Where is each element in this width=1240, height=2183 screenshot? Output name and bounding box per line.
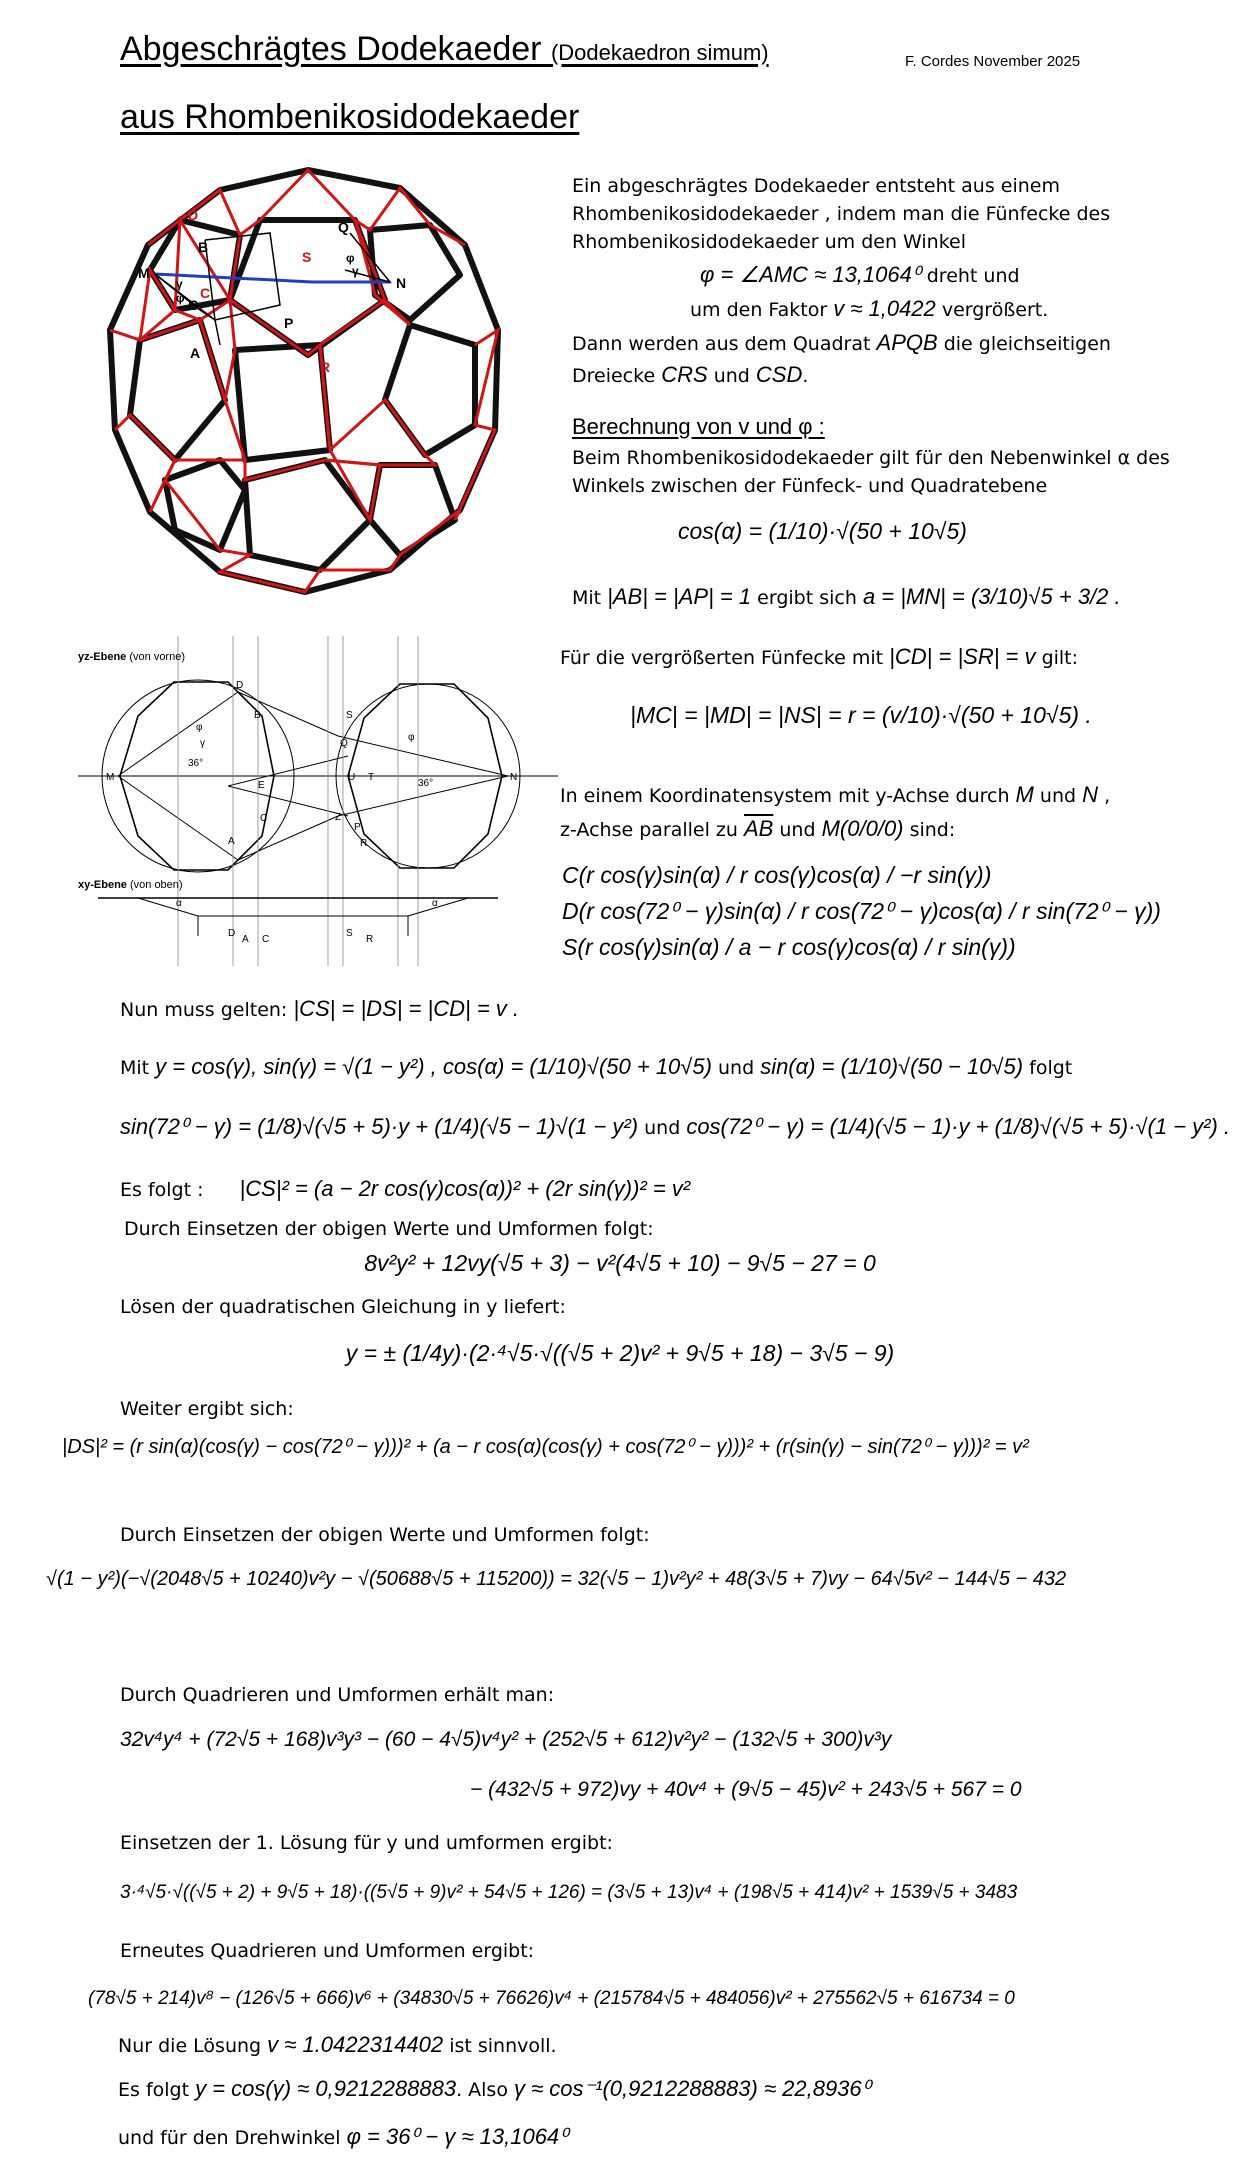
label-P: P: [284, 315, 294, 331]
calc-paragraph: Beim Rhombenikosidodekaeder gilt für den Nebenwinkel α des Winkels zwischen der Fünfeck- und Quadratebene: [572, 447, 1170, 497]
triangles-period: .: [802, 365, 809, 387]
triangle-crs: CRS: [661, 362, 708, 387]
coords-M: M: [1015, 782, 1034, 807]
f2-S2: S: [346, 928, 353, 939]
with-formula: y = cos(γ), sin(γ) = √(1 − y²) , cos(α) = (1/10)√(50 + 10√5): [155, 1054, 712, 1079]
square-text: Dann werden aus dem Quadrat: [572, 333, 871, 355]
f2-C: C: [260, 813, 268, 824]
with-formula2: sin(α) = (1/10)√(50 − 10√5): [760, 1054, 1024, 1079]
further-label: Weiter ergibt sich:: [120, 1398, 294, 1420]
coords-text2: z-Achse parallel zu: [560, 819, 738, 841]
title-paren: (Dodekaedron simum): [550, 40, 769, 65]
label-B: B: [198, 239, 209, 255]
pentagon-formula: |CD| = |SR| = v: [889, 644, 1036, 669]
coords-and2: und: [779, 819, 816, 841]
f2-36b: 36°: [418, 778, 434, 789]
only-formula: v ≈ 1.0422314402: [267, 2032, 444, 2057]
point-D: D(r cos(72⁰ − γ)sin(α) / r cos(72⁰ − γ)cos(α) / r sin(72⁰ − γ)): [562, 898, 1161, 924]
label-S: S: [302, 249, 312, 265]
author-date: F. Cordes November 2025: [905, 53, 1081, 70]
f2-alpha2: α: [432, 898, 438, 909]
f2-phi: φ: [196, 722, 203, 733]
triangles-and: und: [713, 365, 750, 387]
label-G: G: [188, 297, 199, 313]
gamma-formula: γ ≈ cos⁻¹(0,9212288883) ≈ 22,8936⁰: [514, 2076, 871, 2101]
r-formula: |MC| = |MD| = |NS| = r = (v/10)·√(50 + 10√5) .: [630, 702, 1092, 728]
label-N: N: [396, 275, 407, 291]
f2-S: S: [346, 710, 353, 721]
coords-line2: [560, 816, 955, 842]
solve-label: Lösen der quadratischen Gleichung in y liefert:: [120, 1296, 566, 1318]
page-title: [120, 30, 769, 69]
y-value-line: [118, 2076, 870, 2102]
polyhedron-outline: [110, 170, 498, 592]
yz-label: [78, 651, 185, 663]
with-follows: folgt: [1029, 1057, 1073, 1079]
coords-sind: sind:: [909, 819, 956, 841]
with-line: [120, 1054, 1072, 1080]
f2-E: E: [258, 780, 265, 791]
f2-P: P: [354, 822, 361, 833]
f2-U: U: [348, 772, 356, 783]
eq4: 3·⁴√5·√((√5 + 2) + 9√5 + 18)·((5√5 + 9)v² + 54√5 + 126) = (3√5 + 13)v⁴ + (198√5 + 414)v² + 1539√5 + 3483: [120, 1882, 1018, 1903]
label-Q: Q: [338, 219, 349, 235]
yz-label-paren: (von vorne): [129, 651, 185, 663]
eq5: (78√5 + 214)v⁸ − (126√5 + 666)v⁶ + (34830√5 + 76626)v⁴ + (215784√5 + 484056)v² + 275562√5 + 616734 = 0: [88, 1988, 1015, 2009]
subst1-label: Durch Einsetzen der obigen Werte und Umformen folgt:: [124, 1218, 654, 1240]
coords-line1: [560, 782, 1110, 808]
point-C: C(r cos(γ)sin(α) / r cos(γ)cos(α) / −r sin(γ)): [562, 862, 992, 888]
label-A: A: [190, 345, 201, 361]
point-S: S(r cos(γ)sin(α) / a − r cos(γ)cos(α) / r sin(γ)): [562, 934, 1016, 960]
label-gamma2: γ: [176, 277, 183, 291]
title-main: Abgeschrägtes Dodekaeder: [120, 30, 542, 68]
f2-phi2: φ: [408, 732, 415, 743]
angle-line: [700, 262, 1020, 288]
f2-B: B: [254, 710, 261, 721]
mit-line: [572, 584, 1121, 610]
label-C: C: [200, 285, 211, 301]
coords-comma: ,: [1104, 785, 1111, 807]
f2-gamma: γ: [200, 738, 205, 749]
snub-dodecahedron-figure: [80, 160, 540, 610]
pentagon-line: [560, 644, 1078, 670]
f2-R: R: [360, 838, 368, 849]
only-suffix: ist sinnvoll.: [449, 2035, 557, 2057]
triangle-csd: CSD: [755, 362, 803, 387]
f2-C2: C: [262, 934, 270, 945]
projection-figure: [78, 636, 558, 966]
must-formula: |CS| = |DS| = |CD| = v .: [293, 996, 520, 1021]
follows-label: Es folgt :: [120, 1179, 204, 1201]
coords-and: und: [1039, 785, 1077, 807]
sin72-and: und: [644, 1117, 681, 1139]
mit-label: Mit: [572, 587, 602, 609]
square-text2: die gleichseitigen: [943, 333, 1111, 355]
y-solution: y = ± (1/4y)·(2·⁴√5·√((√5 + 2)v² + 9√5 + 18) − 3√5 − 9): [345, 1340, 895, 1366]
mit-mid: ergibt sich: [757, 587, 857, 609]
with-label: Mit: [120, 1057, 150, 1079]
yz-label-bold: yz-Ebene: [78, 651, 127, 663]
square1-label: Durch Quadrieren und Umformen erhält man:: [120, 1684, 555, 1706]
y-formula: y = cos(γ) ≈ 0,9212288883: [195, 2076, 457, 2101]
f2-N: N: [510, 772, 518, 783]
ds-formula: |DS|² = (r sin(α)(cos(γ) − cos(72⁰ − γ)))² + (a − r cos(α)(cos(γ) + cos(72⁰ − γ)))² + (r(sin(γ) − sin(72⁰ − γ)))² = v²: [62, 1436, 1029, 1458]
eq2: √(1 − y²)(−√(2048√5 + 10240)v²y − √(50688√5 + 115200)) = 32(√5 − 1)v²y² + 48(3√5 + 7)vy − 64√5v² − 144√5 − 432: [46, 1568, 1067, 1590]
f2-R2: R: [366, 934, 374, 945]
label-D: D: [188, 207, 199, 223]
y-label: Es folgt: [118, 2079, 190, 2101]
label-M: M: [138, 265, 150, 281]
xy-label-bold: xy-Ebene: [78, 879, 127, 891]
cs-formula: |CS|² = (a − 2r cos(γ)cos(α))² + (2r sin(γ))² = v²: [239, 1176, 691, 1201]
coords-text1: In einem Koordinatensystem mit y-Achse durch: [560, 785, 1010, 807]
cs-line: [120, 1176, 690, 1202]
label-R: R: [320, 359, 331, 375]
f2-A: A: [228, 836, 235, 847]
page-subtitle: aus Rhombenikosidodekaeder: [120, 98, 580, 136]
f2-T: T: [368, 772, 375, 783]
f2-D2: D: [228, 928, 236, 939]
rotation-label: und für den Drehwinkel: [118, 2127, 341, 2149]
cos-alpha-formula: cos(α) = (1/10)·√(50 + 10√5): [678, 518, 967, 544]
rotation-formula: φ = 36⁰ − γ ≈ 13,1064⁰: [346, 2124, 568, 2149]
f2-M: M: [106, 772, 115, 783]
cos72-formula: cos(72⁰ − γ) = (1/4)(√5 − 1)·y + (1/8)√(√5 + 5)·√(1 − y²) .: [686, 1114, 1231, 1139]
coords-AB: $\overline{AB}$: [743, 816, 774, 841]
label-gamma: γ: [352, 264, 359, 278]
factor-prefix: um den Faktor: [690, 299, 828, 321]
eq3a: 32v⁴y⁴ + (72√5 + 168)v³y³ − (60 − 4√5)v⁴y² + (252√5 + 612)v²y² − (132√5 + 300)v³y: [120, 1728, 892, 1751]
only-line: [118, 2032, 557, 2058]
pentagon-suffix: gilt:: [1041, 647, 1079, 669]
figure2-labels: [78, 651, 517, 945]
rotation-line: [118, 2124, 568, 2150]
f2-Q: Q: [340, 738, 348, 749]
must-label: Nun muss gelten:: [120, 999, 288, 1021]
eq1: 8v²y² + 12vy(√5 + 3) − v²(4√5 + 10) − 9√5 − 27 = 0: [364, 1250, 876, 1276]
f2-A2: A: [242, 934, 249, 945]
f2-alpha: α: [176, 898, 182, 909]
label-phi: φ: [346, 251, 355, 265]
mit-formula: |AB| = |AP| = 1: [607, 584, 752, 609]
label-phi2: φ: [176, 291, 185, 305]
coords-origin: M(0/0/0): [821, 816, 904, 841]
section-heading: Berechnung von v und φ :: [572, 414, 825, 439]
insert-label: Einsetzen der 1. Lösung für y und umformen ergibt:: [120, 1832, 613, 1854]
pentagon-label: Für die vergrößerten Fünfecke mit: [560, 647, 884, 669]
triangles-line: [572, 362, 808, 388]
factor-line: [690, 296, 1048, 322]
with-and: und: [717, 1057, 755, 1079]
f2-D: D: [236, 680, 244, 691]
f2-Z: Z: [335, 812, 342, 823]
y-also: . Also: [456, 2079, 508, 2101]
eq3b: − (432√5 + 972)vy + 40v⁴ + (9√5 − 45)v² + 243√5 + 567 = 0: [470, 1778, 1022, 1801]
xy-label: [78, 879, 183, 891]
square-name: APQB: [876, 330, 938, 355]
angle-suffix: dreht und: [926, 265, 1020, 287]
only-label: Nur die Lösung: [118, 2035, 262, 2057]
mit-result: a = |MN| = (3/10)√5 + 3/2 .: [862, 584, 1121, 609]
angle-formula: φ = ∠AMC ≈ 13,1064⁰: [700, 262, 921, 287]
intro-paragraph: Ein abgeschrägtes Dodekaeder entsteht aus einem Rhombenikosidodekaeder , indem man die Fünfecke des Rhombenikosidodekaeder um den Winkel: [572, 175, 1111, 253]
triangles-text: Dreiecke: [572, 365, 656, 387]
factor-formula: v ≈ 1,0422: [833, 296, 936, 321]
square-line: [572, 330, 1111, 356]
xy-label-paren: (von oben): [129, 879, 183, 891]
coords-N: N: [1082, 782, 1099, 807]
factor-suffix: vergrößert.: [941, 299, 1049, 321]
sin-cos72-line: [120, 1114, 1230, 1140]
square2-label: Erneutes Quadrieren und Umformen ergibt:: [120, 1940, 535, 1962]
f2-36: 36°: [188, 758, 204, 769]
must-line: [120, 996, 519, 1022]
subst2-label: Durch Einsetzen der obigen Werte und Umformen folgt:: [120, 1524, 650, 1546]
sin72-formula: sin(72⁰ − γ) = (1/8)√(√5 + 5)·y + (1/4)(√5 − 1)√(1 − y²): [120, 1114, 639, 1139]
